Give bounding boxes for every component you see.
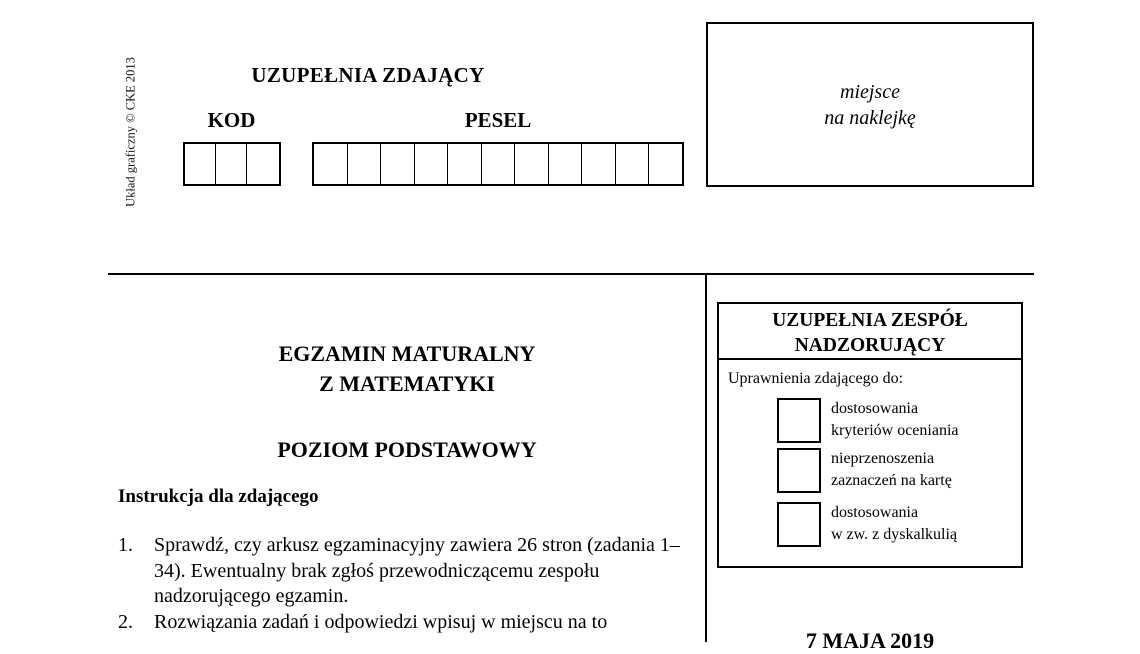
instructions-list (118, 533, 698, 635)
instruction-text: Rozwiązania zadań i odpowiedzi wpisuj w miejscu na to (154, 610, 608, 633)
entitlement-label-line1: dostosowania (831, 400, 919, 417)
entitlement-label-line2: zaznaczeń na kartę (831, 472, 952, 489)
exam-title-line2: Z MATEMATYKI (319, 371, 495, 396)
entitlement-label-line2: kryteriów oceniania (831, 422, 959, 439)
kod-label: KOD (207, 108, 256, 132)
exam-title-line1: EGZAMIN MATURALNY (278, 341, 536, 366)
candidate-section-heading: UZUPEŁNIA ZDAJĄCY (251, 63, 485, 87)
supervisor-panel-heading (719, 304, 1021, 360)
kod-cell[interactable] (216, 144, 247, 184)
checkbox[interactable] (777, 448, 821, 493)
pesel-field[interactable] (312, 142, 684, 186)
entitlement-label-line1: dostosowania (831, 504, 919, 521)
exam-level: POZIOM PODSTAWOWY (277, 437, 537, 462)
pesel-cell[interactable] (649, 144, 682, 184)
entitlement-option[interactable] (777, 398, 959, 443)
pesel-cell[interactable] (515, 144, 549, 184)
horizontal-divider (108, 273, 1034, 275)
kod-field[interactable] (183, 142, 281, 186)
instruction-text: Sprawdź, czy arkusz egzaminacyjny zawiera 26 stron (zadania 1–34). Ewentualny brak zgłoś przewodniczącemu zespołu nadzorującego egzamin. (154, 534, 680, 607)
pesel-cell[interactable] (582, 144, 616, 184)
entitlement-label (831, 502, 957, 546)
instruction-number: 1. (118, 534, 133, 556)
pesel-label: PESEL (464, 108, 532, 132)
instruction-number: 2. (118, 610, 133, 633)
kod-cell[interactable] (247, 144, 279, 184)
supervisor-heading-line2: NADZORUJĄCY (794, 335, 946, 356)
checkbox[interactable] (777, 398, 821, 443)
pesel-cell[interactable] (549, 144, 583, 184)
sticker-text-line1: miejsce (840, 80, 900, 103)
pesel-cell[interactable] (381, 144, 415, 184)
pesel-cell[interactable] (616, 144, 650, 184)
entitlement-option[interactable] (777, 502, 957, 547)
kod-cell[interactable] (185, 144, 216, 184)
instruction-item (118, 533, 698, 610)
instruction-item (118, 610, 698, 636)
checkbox[interactable] (777, 502, 821, 547)
entitlement-label-line2: w zw. z dyskalkulią (831, 526, 958, 543)
pesel-cell[interactable] (448, 144, 482, 184)
pesel-cell[interactable] (482, 144, 516, 184)
exam-date: 7 MAJA 2019 (805, 628, 935, 653)
supervisor-panel (717, 302, 1023, 568)
pesel-cell[interactable] (415, 144, 449, 184)
sticker-area (706, 22, 1034, 187)
pesel-cell[interactable] (348, 144, 382, 184)
copyright-side-label: Układ graficzny © CKE 2013 (123, 57, 138, 207)
supervisor-heading-line1: UZUPEŁNIA ZESPÓŁ (772, 310, 968, 331)
entitlement-label-line1: nieprzenoszenia (831, 450, 935, 467)
entitlement-label (831, 448, 952, 492)
pesel-cell[interactable] (314, 144, 348, 184)
sticker-text-line2: na naklejkę (824, 106, 916, 129)
entitlement-option[interactable] (777, 448, 952, 493)
entitlement-label (831, 398, 959, 442)
instructions-heading: Instrukcja dla zdającego (118, 486, 319, 507)
entitlements-label: Uprawnienia zdającego do: (728, 370, 904, 387)
